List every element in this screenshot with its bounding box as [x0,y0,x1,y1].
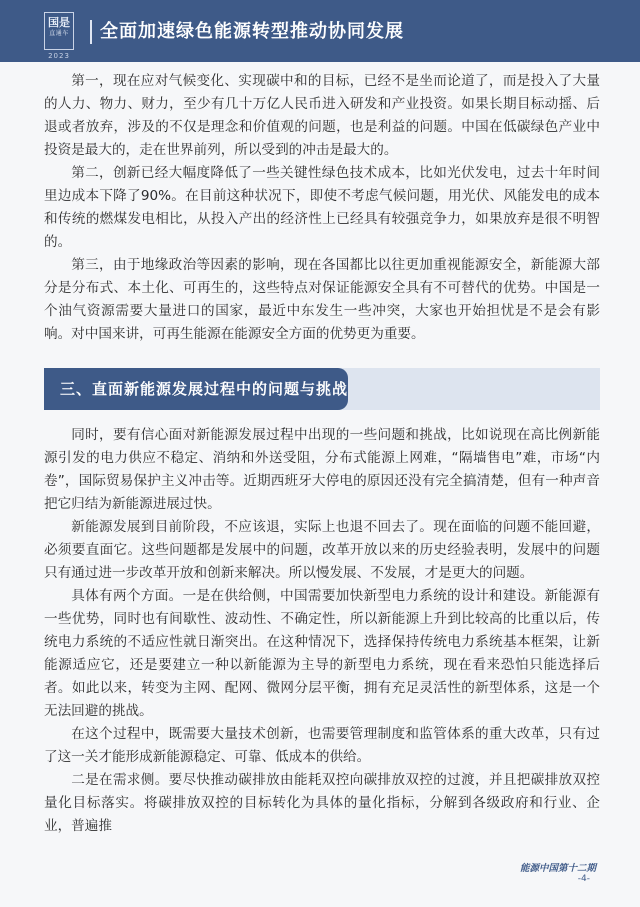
logo-line1: 国是 [48,16,70,29]
paragraph: 具体有两个方面。一是在供给侧，中国需要加快新型电力系统的设计和建设。新能源有一些优势，同时也有间歇性、波动性、不确定性，所以新能源上升到比较高的比重以后，传统电力系统的不适应性就日渐突出。在这种情况下，选择保持传统电力系统基本框架，让新能源适应它，还是要建立一种以新能源为主导的新型电力系统，现在看来恐怕只能选择后者。如此以来，转变为主网、配网、微网分层平衡，拥有充足灵活性的新型体系，这是一个无法回避的挑战。 [44,588,600,719]
paragraph: 第三，由于地缘政治等因素的影响，现在各国都比以往更加重视能源安全，新能源大部分是分布式、本土化、可再生的，这些特点对保证能源安全具有不可替代的优势。中国是一个油气资源需要大量进口的国家，最近中东发生一些冲突，大家也开始担忧是不是会有影响。对中国来讲，可再生能源在能源安全方面的优势更为重要。 [44,257,600,342]
section-heading-pill [44,368,348,410]
section-heading: 三、直面新能源发展过程中的问题与挑战 [60,380,349,398]
logo-line2: 直通车 [49,30,69,37]
paragraph: 二是在需求侧。要尽快推动碳排放由能耗双控向碳排放双控的过渡，并且把碳排放双控量化目标落实。将碳排放双控的目标转化为具体的量化指标，分解到各级政府和行业、企业，普遍推 [44,772,600,834]
paragraph: 新能源发展到目前阶段，不应该退，实际上也退不回去了。现在面临的问题不能回避，必须要直面它。这些问题都是发展中的问题，改革开放以来的历史经验表明，发展中的问题只有通过进一步改革开放和创新来解决。所以慢发展、不发展，才是更大的问题。 [44,519,600,581]
paragraph: 在这个过程中，既需要大量技术创新，也需要管理制度和监管体系的重大改革，只有过了这一关才能形成新能源稳定、可靠、低成本的供给。 [44,726,600,765]
section2-body [44,424,600,838]
section-heading-banner [44,368,600,410]
header-divider [90,20,92,44]
section1-body [44,70,600,346]
footer-publication: 能源中国第十二期 [519,863,596,874]
paragraph: 第二，创新已经大幅度降低了一些关键性绿色技术成本，比如光伏发电，过去十年时间里边成本下降了90%。在目前这种状况下，即使不考虑气候问题，用光伏、风能发电的成本和传统的燃煤发电相比，从投入产出的经济性上已经具有较强竞争力，如果放弃是很不明智的。 [44,165,600,250]
publication-logo [44,12,74,50]
page-number: -4- [577,874,590,884]
paragraph: 同时，要有信心面对新能源发展过程中出现的一些问题和挑战，比如说现在高比例新能源引发的电力供应不稳定、消纳和外送受阻，分布式能源上网难，“隔墙售电”难，市场“内卷”，国际贸易保护主义冲击等。近期西班牙大停电的原因还没有完全搞清楚，但有一种声音把它归结为新能源进展过快。 [44,427,600,512]
logo-year: 2023 [48,52,70,60]
page-title: 全面加速绿色能源转型推动协同发展 [100,21,404,42]
paragraph: 第一，现在应对气候变化、实现碳中和的目标，已经不是坐而论道了，而是投入了大量的人力、物力、财力，至少有几十万亿人民币进入研发和产业投资。如果长期目标动摇、后退或者放弃，涉及的不仅是理念和价值观的问题，也是利益的问题。中国在低碳绿色产业中投资是最大的，走在世界前列，所以受到的冲击是最大的。 [44,73,600,158]
page-header [0,0,640,62]
